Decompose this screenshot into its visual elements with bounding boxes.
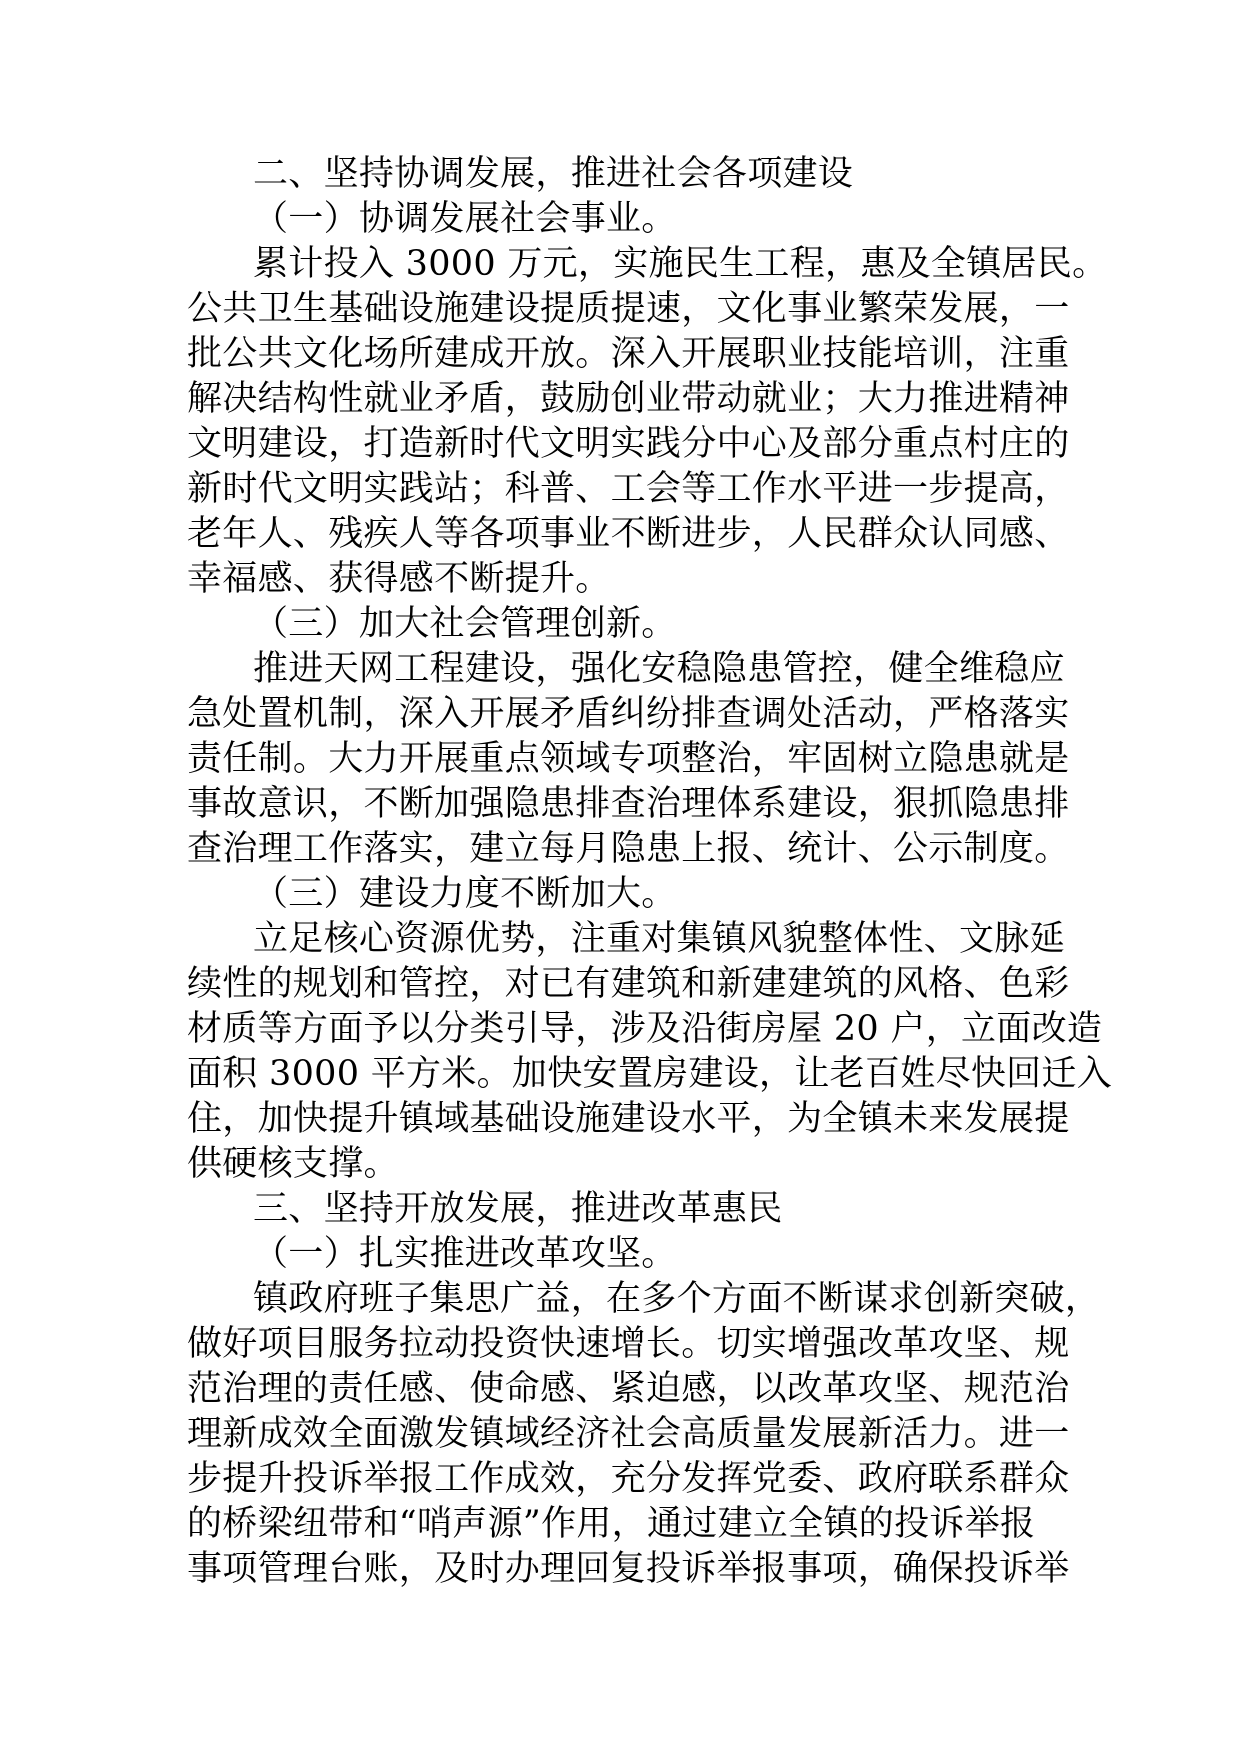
subsection-heading-2-3b: （三）建设力度不断加大。 <box>253 874 677 914</box>
paragraph-line: 批公共文化场所建成开放。深入开展职业技能培训，注重 <box>187 334 1070 374</box>
section-heading-2: 二、坚持协调发展，推进社会各项建设 <box>253 154 854 194</box>
paragraph-line: 文明建设，打造新时代文明实践分中心及部分重点村庄的 <box>187 424 1070 464</box>
paragraph-line: 推进天网工程建设，强化安稳隐患管控，健全维稳应 <box>253 649 1065 689</box>
paragraph-line: 面积 3000 平方米。加快安置房建设，让老百姓尽快回迁入 <box>187 1054 1113 1094</box>
paragraph-line: 累计投入 3000 万元，实施民生工程，惠及全镇居民。 <box>253 244 1108 284</box>
subsection-heading-2-1: （一）协调发展社会事业。 <box>253 199 677 239</box>
paragraph-line: 理新成效全面激发镇域经济社会高质量发展新活力。进一 <box>187 1414 1070 1454</box>
paragraph-line: 解决结构性就业矛盾，鼓励创业带动就业；大力推进精神 <box>187 379 1070 419</box>
paragraph-line: 事项管理台账，及时办理回复投诉举报事项，确保投诉举 <box>187 1549 1070 1589</box>
paragraph-line: 材质等方面予以分类引导，涉及沿街房屋 20 户，立面改造 <box>187 1009 1103 1049</box>
paragraph-line: 的桥梁纽带和“哨声源”作用，通过建立全镇的投诉举报 <box>187 1504 1036 1544</box>
paragraph-line: 续性的规划和管控，对已有建筑和新建建筑的风格、色彩 <box>187 964 1070 1004</box>
paragraph-line: 急处置机制，深入开展矛盾纠纷排查调处活动，严格落实 <box>187 694 1070 734</box>
paragraph-line: 老年人、残疾人等各项事业不断进步，人民群众认同感、 <box>187 514 1070 554</box>
paragraph-line: 镇政府班子集思广益，在多个方面不断谋求创新突破， <box>253 1279 1101 1319</box>
paragraph-line: 查治理工作落实，建立每月隐患上报、统计、公示制度。 <box>187 829 1070 869</box>
paragraph-line: 责任制。大力开展重点领域专项整治，牢固树立隐患就是 <box>187 739 1070 779</box>
paragraph-line: 事故意识，不断加强隐患排查治理体系建设，狠抓隐患排 <box>187 784 1070 824</box>
paragraph-line: 公共卫生基础设施建设提质提速，文化事业繁荣发展，一 <box>187 289 1070 329</box>
paragraph-line: 新时代文明实践站；科普、工会等工作水平进一步提高， <box>187 469 1070 509</box>
paragraph-line: 住，加快提升镇域基础设施建设水平，为全镇未来发展提 <box>187 1099 1070 1139</box>
subsection-heading-2-3a: （三）加大社会管理创新。 <box>253 604 677 644</box>
paragraph-line: 做好项目服务拉动投资快速增长。切实增强改革攻坚、规 <box>187 1324 1070 1364</box>
paragraph-line: 立足核心资源优势，注重对集镇风貌整体性、文脉延 <box>253 919 1065 959</box>
paragraph-line: 步提升投诉举报工作成效，充分发挥党委、政府联系群众 <box>187 1459 1070 1499</box>
section-heading-3: 三、坚持开放发展，推进改革惠民 <box>253 1189 783 1229</box>
paragraph-line: 幸福感、获得感不断提升。 <box>187 559 611 599</box>
subsection-heading-3-1: （一）扎实推进改革攻坚。 <box>253 1234 677 1274</box>
paragraph-line: 供硬核支撑。 <box>187 1144 399 1184</box>
paragraph-line: 范治理的责任感、使命感、紧迫感，以改革攻坚、规范治 <box>187 1369 1070 1409</box>
